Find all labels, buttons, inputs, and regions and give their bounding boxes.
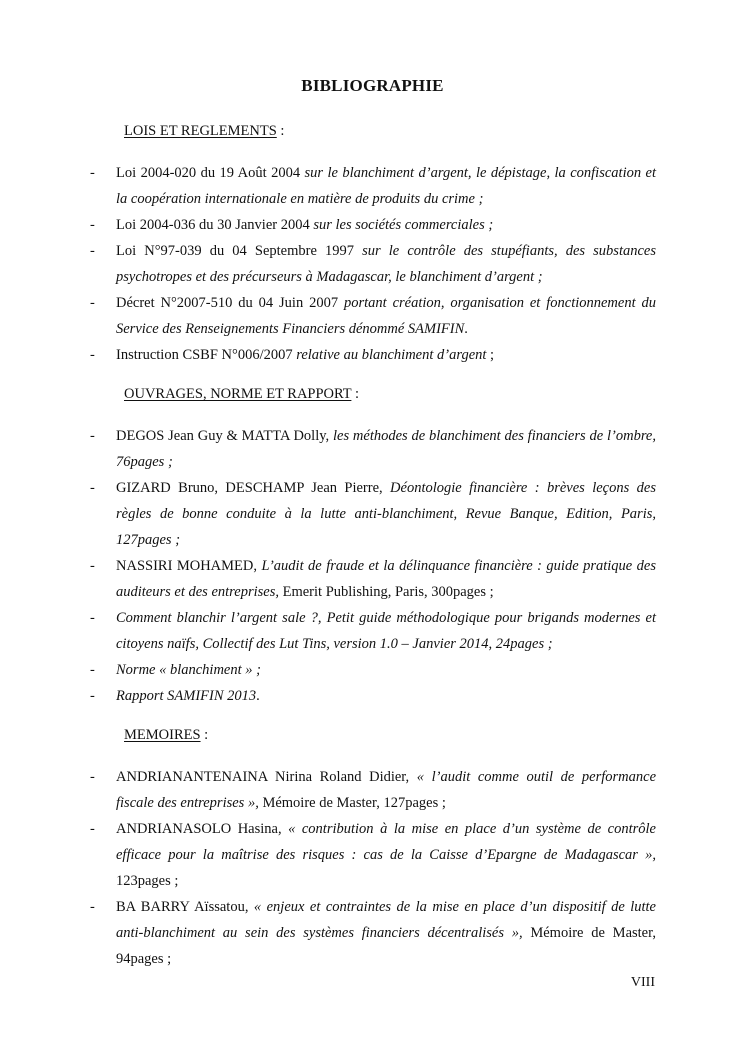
section-heading-lois (124, 123, 284, 140)
bibliography-entry (90, 238, 656, 290)
entry-title-text: Comment blanchir l’argent sale ?, Petit guide méthodologique pour brigands modernes et citoyens naïfs, Collectif des Lut Tins, version 1.0 – Janvier 2014, 24pages ; (116, 610, 656, 652)
entry-text: BA BARRY Aïssatou, (116, 899, 254, 915)
bibliography-entry (90, 894, 656, 972)
list-dash: - (90, 899, 95, 915)
bibliography-entry (90, 553, 656, 605)
entry-title-text: « enjeux et contraintes de la mise en place d’un dispositif de lutte anti-blanchiment au sein des systèmes financiers décentralisés », (116, 899, 656, 941)
entry-text: 123pages ; (116, 873, 179, 889)
entry-text: GIZARD Bruno, DESCHAMP Jean Pierre, (116, 480, 391, 496)
bibliography-list-memoires (90, 764, 656, 972)
list-dash: - (90, 662, 95, 678)
page-title: BIBLIOGRAPHIE (301, 76, 444, 95)
bibliography-entry (90, 605, 656, 657)
entry-text: Loi 2004-036 du 30 Janvier 2004 (116, 217, 314, 233)
section-heading-colon: : (200, 727, 209, 743)
entry-text: DEGOS Jean Guy & MATTA Dolly, (116, 428, 333, 444)
section-heading-memoires (124, 727, 208, 744)
entry-text: Décret N°2007-510 du 04 Juin 2007 (116, 295, 344, 311)
entry-text: NASSIRI MOHAMED, (116, 558, 262, 574)
section-heading-colon: : (351, 386, 360, 402)
entry-title-text: sur les sociétés commerciales ; (313, 217, 494, 233)
bibliography-entry (90, 816, 656, 894)
bibliography-entry (90, 342, 656, 368)
entry-text: Loi N°97-039 du 04 Septembre 1997 (116, 243, 363, 259)
entry-text: Loi 2004-020 du 19 Août 2004 (116, 165, 305, 181)
entry-title-text: Déontologie financière : brèves leçons des règles de bonne conduite à la lutte anti-blanchiment, Revue Banque, Edition, Paris, 127pages ; (116, 480, 656, 548)
entry-text: Mémoire de Master, 94pages ; (116, 925, 656, 967)
list-dash: - (90, 428, 95, 444)
bibliography-entry (90, 290, 656, 342)
entry-title-text: sur le blanchiment d’argent, le dépistage, la confiscation et la coopération internationale en matière de produits du crime ; (116, 165, 656, 207)
entry-text: . (256, 688, 260, 704)
list-dash: - (90, 769, 95, 785)
list-dash: - (90, 821, 95, 837)
list-dash: - (90, 688, 95, 704)
bibliography-entry (90, 423, 656, 475)
entry-text: ANDRIANASOLO Hasina, (116, 821, 289, 837)
entry-title-text: « contribution à la mise en place d’un système de contrôle efficace pour la maîtrise des risques : cas de la Caisse d’Epargne de Madagascar », (116, 821, 656, 863)
section-heading-label: MEMOIRES (124, 727, 201, 743)
entry-title-text: Rapport SAMIFIN 2013 (116, 688, 257, 704)
bibliography-entry (90, 764, 656, 816)
entry-text: . (464, 321, 468, 337)
entry-text: Mémoire de Master, 127pages ; (258, 795, 446, 811)
bibliography-entry (90, 212, 656, 238)
entry-text: Instruction CSBF N°006/2007 (116, 347, 297, 363)
entry-title-text: « l’audit comme outil de performance fiscale des entreprises », (116, 769, 656, 811)
list-dash: - (90, 295, 95, 311)
bibliography-entry (90, 657, 656, 683)
page-number: VIII (630, 975, 655, 990)
entry-text: ; (486, 347, 495, 363)
list-dash: - (90, 558, 95, 574)
bibliography-entry (90, 683, 656, 709)
bibliography-entry (90, 160, 656, 212)
entry-text: Emerit Publishing, Paris, 300pages ; (278, 584, 494, 600)
list-dash: - (90, 480, 95, 496)
entry-title-text: les méthodes de blanchiment des financiers de l’ombre, 76pages ; (116, 428, 656, 470)
section-heading-label: OUVRAGES, NORME ET RAPPORT (124, 386, 352, 402)
section-heading-ouvrages (124, 386, 359, 403)
bibliography-list-ouvrages (90, 423, 656, 709)
entry-title-text: sur le contrôle des stupéfiants, des substances psychotropes et des précurseurs à Madagascar, le blanchiment d’argent ; (116, 243, 656, 285)
list-dash: - (90, 347, 95, 363)
entry-title-text: portant création, organisation et fonctionnement du Service des Renseignements Financiers dénommé SAMIFIN (116, 295, 657, 337)
section-heading-label: LOIS ET REGLEMENTS (124, 123, 277, 139)
bibliography-list-lois (90, 160, 656, 368)
list-dash: - (90, 217, 95, 233)
list-dash: - (90, 243, 95, 259)
list-dash: - (90, 165, 95, 181)
section-heading-colon: : (276, 123, 285, 139)
bibliography-entry (90, 475, 656, 553)
entry-title-text: Norme « blanchiment » ; (116, 662, 261, 678)
list-dash: - (90, 610, 95, 626)
entry-text: ANDRIANANTENAINA Nirina Roland Didier, (116, 769, 417, 785)
entry-title-text: L’audit de fraude et la délinquance financière : guide pratique des auditeurs et des entreprises, (116, 558, 656, 600)
entry-title-text: relative au blanchiment d’argent (296, 347, 487, 363)
